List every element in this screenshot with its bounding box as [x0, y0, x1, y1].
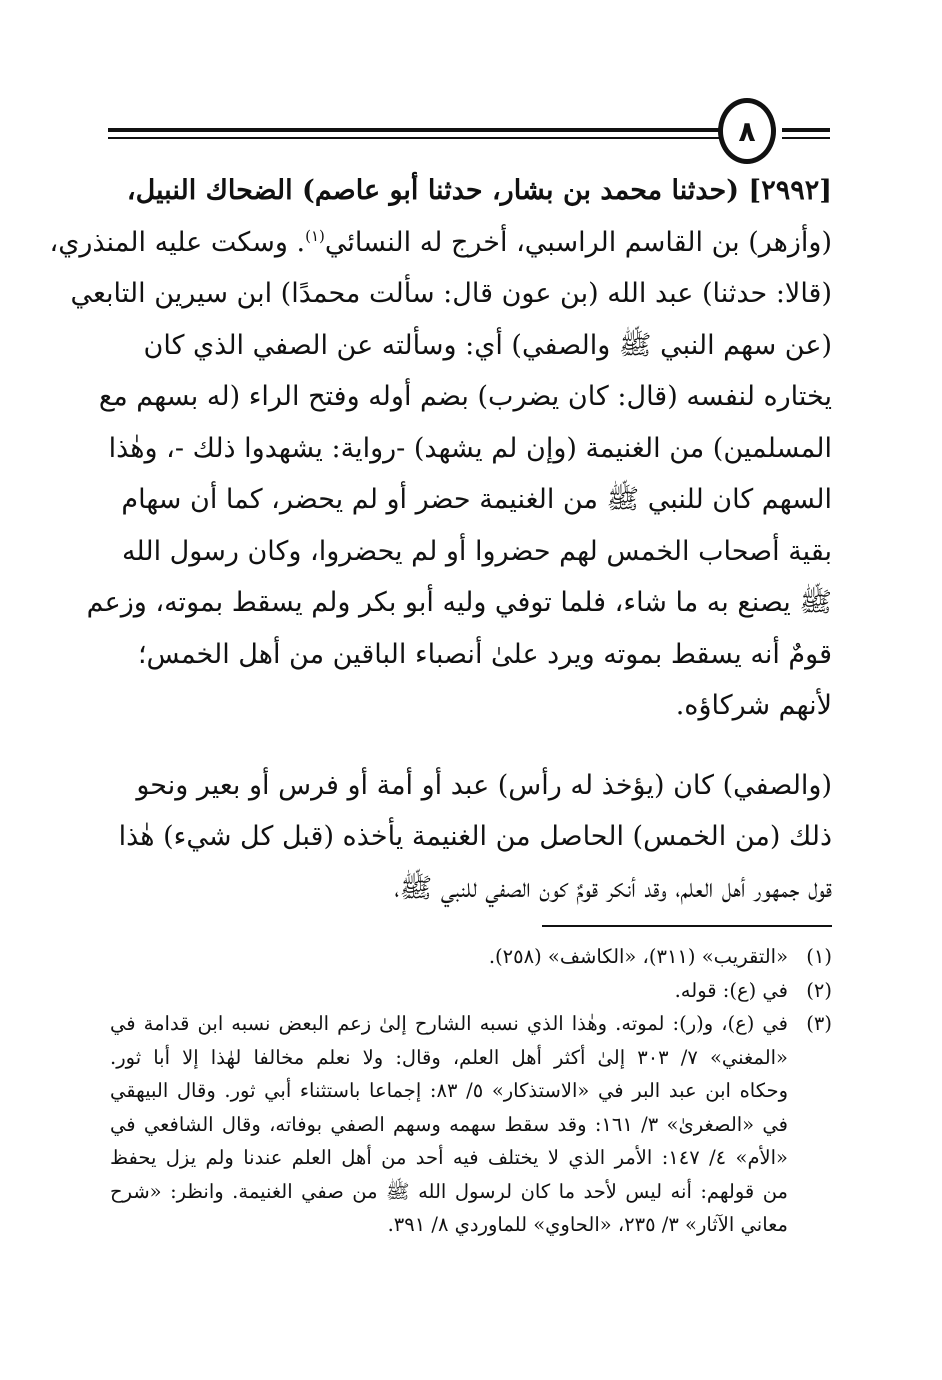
footnote-line: «المغني» ٧/ ٣٠٣ إلىٰ أكثر أهل العلم، وقال: ولا نعلم مخالفا لهٰذا إلا أبا ثور.: [110, 1045, 788, 1069]
footnote-text: [110, 974, 788, 1008]
footnote-line: وحكاه ابن عبد البر في «الاستذكار» ٥/ ٨٣: إجماعا باستثناء أبي ثور. وقال البيهقي: [110, 1079, 788, 1102]
footnote-line: في (ع): قوله.: [674, 978, 788, 1002]
footnote-2: [110, 974, 832, 1008]
header-rule: [108, 128, 720, 132]
footnote-number: (١): [806, 945, 832, 968]
text-line-1: [110, 165, 832, 217]
line-2-tail: . وسكت عليه المنذري،: [49, 226, 306, 258]
footnote-line: من قولهم: أنه ليس لأحد ما كان لرسول الله ﷺ من صفي الغنيمة. وانظر: «شرح: [110, 1179, 788, 1203]
header-rule-right-thin: [782, 137, 830, 139]
paragraph-gap: [110, 732, 832, 760]
text-line-2: [49, 217, 832, 269]
text-line-6: المسلمين) من الغنيمة (وإن لم يشهد) -رواية: يشهدوا ذلك -، وهٰذا: [108, 432, 832, 464]
footnote-text: [110, 940, 788, 974]
text-line-9: ﷺ يصنع به ما شاء، فلما توفي وليه أبو بكر ولم يسقط بموته، وزعم: [86, 587, 832, 618]
text-line-3: (قالا: حدثنا) عبد الله (بن عون قال: سألت محمدًا) ابن سيرين التابعي: [70, 278, 832, 309]
footnote-line: معاني الآثار» ٣/ ٢٣٥، «الحاوي» للماوردي ٨/ ٣٩١.: [387, 1213, 788, 1236]
footnote-separator: [542, 925, 832, 927]
footnote-line: في «الصغرىٰ» ٣/ ١٦١: وقد سقط سهمه وسهم الصفي بوفاته، وقال الشافعي في: [110, 1112, 789, 1136]
note-ref-1: (١): [305, 226, 325, 245]
text-line-11: لأنهم شركاؤه.: [675, 690, 832, 721]
footnotes: [110, 940, 832, 1242]
footnote-text: [110, 1007, 788, 1242]
text-line-4: (عن سهم النبي ﷺ والصفي) أي: وسألته عن الصفي الذي كان: [143, 329, 832, 361]
footnote-number: (٢): [806, 978, 832, 1002]
footnote-3: [110, 1007, 832, 1242]
main-text: [49, 165, 832, 914]
text-line-5: يختاره لنفسه (قال: كان يضرب) بضم أوله وفتح الراء (له بسهم مع: [98, 381, 832, 412]
footnote-1: [110, 940, 832, 974]
text-line-7: السهم كان للنبي ﷺ من الغنيمة حضر أو لم يحضر، كما أن سهام: [121, 484, 832, 515]
footnote-line: «الأم» ٤/ ١٤٧: الأمر الذي لا يختلف فيه أحد من أهل العلم عندنا ولم يزل يحفظ: [110, 1146, 788, 1169]
hadith-intro: [٢٩٩٢] (حدثنا محمد بن بشار، حدثنا أبو عاصم) الضحاك النبيل،: [126, 175, 832, 206]
header-rule-right: [782, 128, 830, 132]
text-line-8: بقية أصحاب الخمس لهم حضروا أو لم يحضروا، وكان رسول الله: [121, 535, 832, 567]
header-rule-thin: [108, 137, 720, 139]
line-2-text: (وأزهر) بن القاسم الراسبي، أخرج له النسائي: [324, 226, 832, 258]
footnote-number: (٣): [806, 1012, 832, 1035]
text-line-10: قومٌ أنه يسقط بموته ويرد علىٰ أنصباء الباقين من أهل الخمس؛: [137, 638, 832, 670]
footnote-line: في (ع)، و(ر): لموته. وهٰذا الذي نسبه الشارح إلىٰ زعم البعض نسبه ابن قدامة في: [110, 1012, 788, 1035]
text-line-13: ذلك (من الخمس) الحاصل من الغنيمة يأخذه (قبل كل شيء) هٰذا: [118, 821, 832, 852]
text-line-12: (والصفي) كان (يؤخذ له رأس) عبد أو أمة أو فرس أو بعير ونحو: [136, 769, 832, 801]
text-line-14: قول جمهور أهل العلم، وقد أنكر قومٌ كون الصفي للنبي ﷺ،: [394, 872, 832, 904]
footnote-line: «التقريب» (٣١١)، «الكاشف» (٢٥٨).: [488, 945, 788, 968]
page-number: ٨: [718, 98, 776, 164]
